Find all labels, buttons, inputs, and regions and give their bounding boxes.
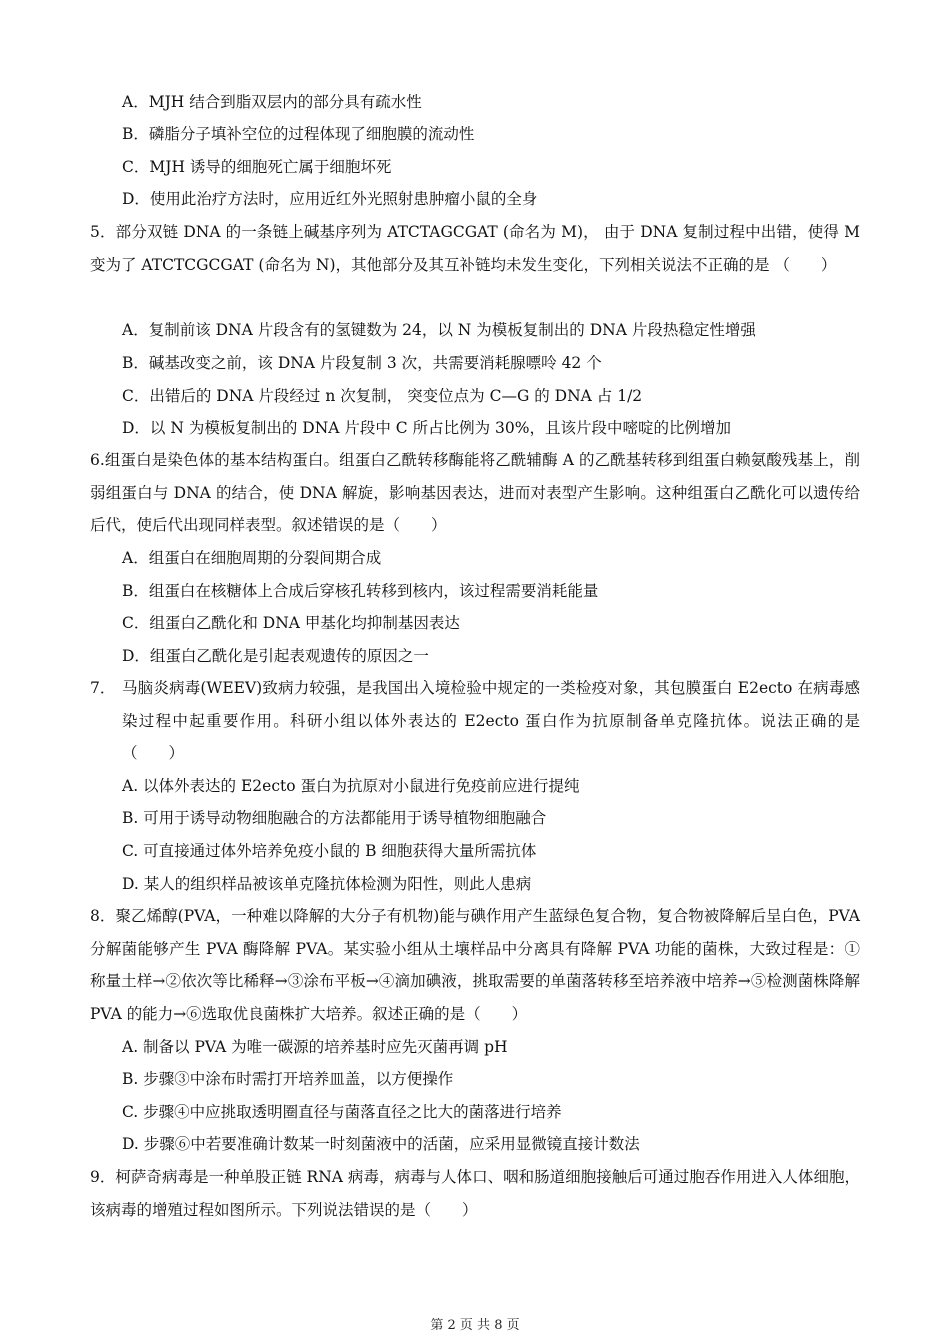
q4-option-d: D．使用此治疗方法时，应用近红外光照射患肿瘤小鼠的全身 (122, 190, 538, 208)
q6-stem: 6.组蛋白是染色体的基本结构蛋白。组蛋白乙酰转移酶能将乙酰辅酶 A 的乙酰基转移到组蛋白赖氨酸残基上，削弱组蛋白与 DNA 的结合，使 DNA 解旋，影响基因表达，进而对表型产生影响。这种组蛋白乙酰化可以遗传给后代，使后代出现同样表型。叙述错误的是（ ） (90, 451, 860, 534)
q6-option-a: A．组蛋白在细胞周期的分裂间期合成 (122, 549, 382, 567)
q6-option-c: C．组蛋白乙酰化和 DNA 甲基化均抑制基因表达 (122, 614, 460, 632)
q7-option-b: B. 可用于诱导动物细胞融合的方法都能用于诱导植物细胞融合 (122, 809, 547, 827)
q4-option-a: A．MJH 结合到脂双层内的部分具有疏水性 (122, 93, 422, 111)
q7-number: 7． (90, 679, 116, 697)
page-footer: 第 2 页 共 8 页 (430, 1318, 520, 1333)
q5-option-a: A．复制前该 DNA 片段含有的氢键数为 24，以 N 为模板复制出的 DNA 片段热稳定性增强 (122, 321, 756, 339)
q5-option-c: C．出错后的 DNA 片段经过 n 次复制， 突变位点为 C—G 的 DNA 占 1/2 (122, 387, 643, 405)
q7-option-d: D. 某人的组织样品被该单克隆抗体检测为阳性，则此人患病 (122, 875, 532, 893)
q4-option-b: B．磷脂分子填补空位的过程体现了细胞膜的流动性 (122, 125, 475, 143)
q8-stem: 8．聚乙烯醇(PVA，一种难以降解的大分子有机物)能与碘作用产生蓝绿色复合物，复合物被降解后呈白色，PVA 分解菌能够产生 PVA 酶降解 PVA。某实验小组从土壤样品中分离具有降解 PVA 功能的菌株，大致过程是：①称量土样→②依次等比稀释→③涂布平板→④滴加碘液，挑取需要的单菌落转移至培养液中培养→⑤检测菌株降解 PVA 的能力→⑥选取优良菌株扩大培养。叙述正确的是（ ） (90, 907, 860, 1023)
q9-stem: 9．柯萨奇病毒是一种单股正链 RNA 病毒，病毒与人体口、咽和肠道细胞接触后可通过胞吞作用进入人体细胞，该病毒的增殖过程如图所示。下列说法错误的是（ ） (90, 1168, 860, 1219)
q4-option-c: C．MJH 诱导的细胞死亡属于细胞坏死 (122, 158, 392, 176)
q8-option-d: D. 步骤⑥中若要准确计数某一时刻菌液中的活菌，应采用显微镜直接计数法 (122, 1135, 640, 1153)
q6-option-b: B．组蛋白在核糖体上合成后穿核孔转移到核内，该过程需要消耗能量 (122, 582, 599, 600)
q7-stem: 马脑炎病毒(WEEV)致病力较强，是我国出入境检验中规定的一类检疫对象，其包膜蛋白 E2ecto 在病毒感染过程中起重要作用。科研小组以体外表达的 E2ecto 蛋白作为抗原制备单克隆抗体。说法正确的是（ ） (122, 679, 860, 762)
q5-stem: 5．部分双链 DNA 的一条链上碱基序列为 ATCTAGCGAT (命名为 M)， 由于 DNA 复制过程中出错，使得 M 变为了 ATCTCGCGAT (命名为 N)，其他部分及其互补链均未发生变化，下列相关说法不正确的是 （ ） (90, 223, 860, 274)
q6-option-d: D．组蛋白乙酰化是引起表观遗传的原因之一 (122, 647, 429, 665)
q7-option-a: A. 以体外表达的 E2ecto 蛋白为抗原对小鼠进行免疫前应进行提纯 (122, 777, 580, 795)
q5-option-d: D．以 N 为模板复制出的 DNA 片段中 C 所占比例为 30%，且该片段中嘧啶的比例增加 (122, 419, 731, 437)
q8-option-a: A. 制备以 PVA 为唯一碳源的培养基时应先灭菌再调 pH (122, 1038, 508, 1056)
q5-option-b: B．碱基改变之前，该 DNA 片段复制 3 次，共需要消耗腺嘌呤 42 个 (122, 354, 602, 372)
q7-option-c: C. 可直接通过体外培养免疫小鼠的 B 细胞获得大量所需抗体 (122, 842, 537, 860)
q8-option-c: C. 步骤④中应挑取透明圈直径与菌落直径之比大的菌落进行培养 (122, 1103, 562, 1121)
q8-option-b: B. 步骤③中涂布时需打开培养皿盖，以方便操作 (122, 1070, 454, 1088)
